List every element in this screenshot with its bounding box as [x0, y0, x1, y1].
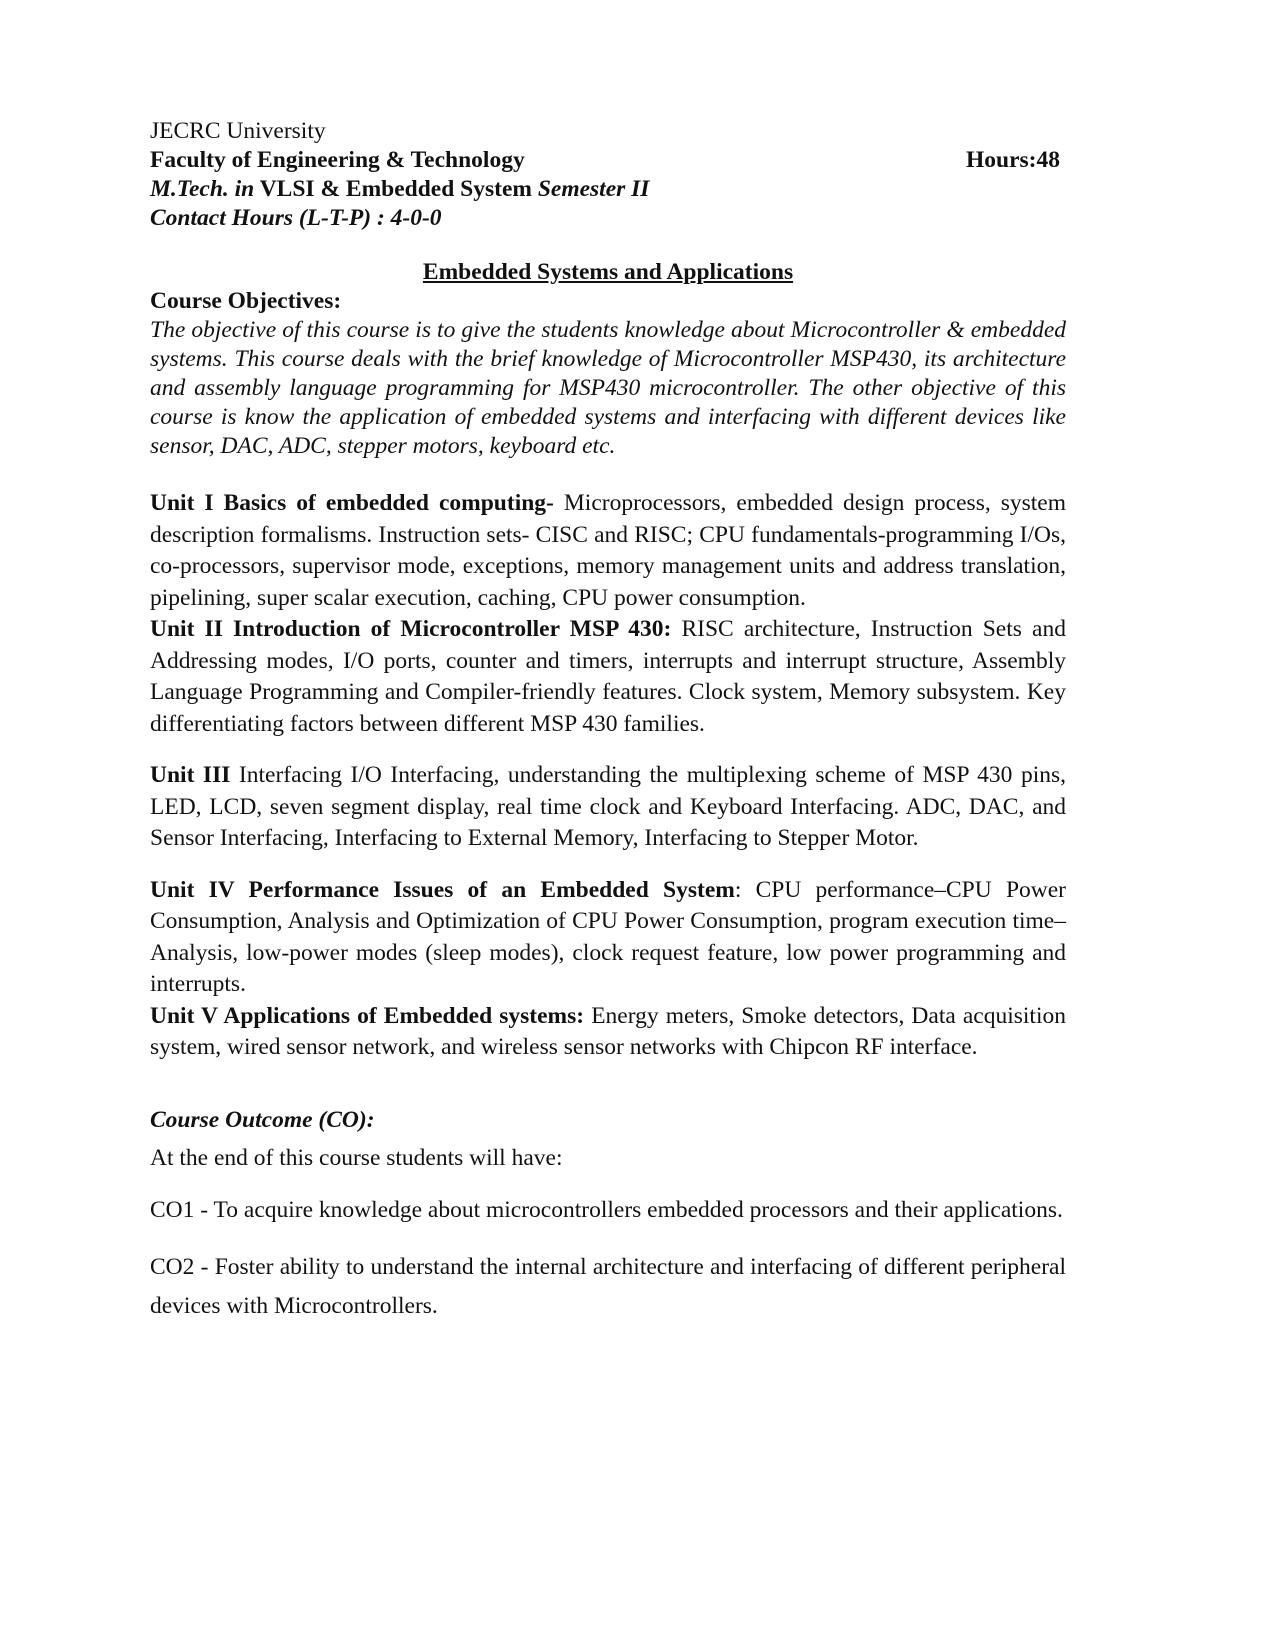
syllabus-page — [150, 117, 1066, 1326]
unit-2 — [150, 614, 1066, 740]
unit-4-text: : CPU performance–CPU Power Consumption, Analysis and Optimization of CPU Power Consumption, program execution time– Analysis, low-power modes (sleep modes), clock request feature, low power programming and interrupts. — [150, 876, 1066, 997]
university-name: JECRC University — [150, 118, 326, 144]
outcomes-intro: At the end of this course students will have: — [150, 1144, 563, 1171]
unit-1-heading: Unit I Basics of embedded computing- — [150, 490, 554, 516]
program-prefix: M.Tech. in — [150, 176, 255, 202]
unit-3 — [150, 760, 1066, 855]
program-line — [150, 175, 1066, 204]
unit-2-heading: Unit II Introduction of Microcontroller MSP 430: — [150, 616, 672, 642]
semester: Semester II — [537, 176, 650, 202]
faculty-name: Faculty of Engineering & Technology — [150, 147, 525, 173]
unit-5 — [150, 1001, 1066, 1064]
outcome-co2: CO2 - Foster ability to understand the internal architecture and interfacing of different peripheral devices with Microcontrollers. — [150, 1253, 1066, 1319]
outcome-co1: CO1 - To acquire knowledge about microcontrollers embedded processors and their applications. — [150, 1196, 1063, 1223]
unit-4-heading: Unit IV Performance Issues of an Embedded System — [150, 876, 735, 903]
objectives-text: The objective of this course is to give the students knowledge about Microcontroller & embedded systems. This course deals with the brief knowledge of Microcontroller MSP430, its architecture and assembly language programming for MSP430 microcontroller. The other objective of this course is know the application of embedded systems and interfacing with different devices like sensor, DAC, ADC, stepper motors, keyboard etc. — [150, 317, 1066, 459]
unit-3-heading: Unit III — [150, 762, 231, 788]
contact-hours: Contact Hours (L-T-P) : 4-0-0 — [150, 205, 442, 231]
unit-5-text: Energy meters, Smoke detectors, Data acquisition system, wired sensor network, and wireless sensor networks with Chipcon RF interface. — [150, 1002, 1066, 1060]
unit-2-text: RISC architecture, Instruction Sets and Addressing modes, I/O ports, counter and timers, interrupts and interrupt structure, Assembly Language Programming and Compiler-friendly features. Clock system, Memory subsystem. Key differentiating factors between different MSP 430 families. — [150, 616, 1066, 737]
faculty-row — [150, 146, 1066, 175]
unit-5-heading: Unit V Applications of Embedded systems: — [150, 1002, 585, 1029]
unit-4 — [150, 875, 1066, 1001]
objectives-heading: Course Objectives: — [150, 288, 342, 314]
unit-1-text: Microprocessors, embedded design process, system description formalisms. Instruction sets- CISC and RISC; CPU fundamentals-programming I/Os, co-processors, supervisor mode, exceptions, memory management units and address translation, pipelining, super scalar execution, caching, CPU power consumption. — [150, 490, 1066, 611]
course-hours: Hours:48 — [966, 147, 1060, 173]
unit-1 — [150, 488, 1066, 614]
program-name: VLSI & Embedded System — [259, 176, 532, 202]
unit-3-text: Interfacing I/O Interfacing, understanding the multiplexing scheme of MSP 430 pins, LED, LCD, seven segment display, real time clock and Keyboard Interfacing. ADC, DAC, and Sensor Interfacing, Interfacing to External Memory, Interfacing to Stepper Motor. — [150, 762, 1067, 851]
course-title: Embedded Systems and Applications — [422, 259, 794, 285]
outcomes-heading: Course Outcome (CO): — [150, 1106, 375, 1133]
